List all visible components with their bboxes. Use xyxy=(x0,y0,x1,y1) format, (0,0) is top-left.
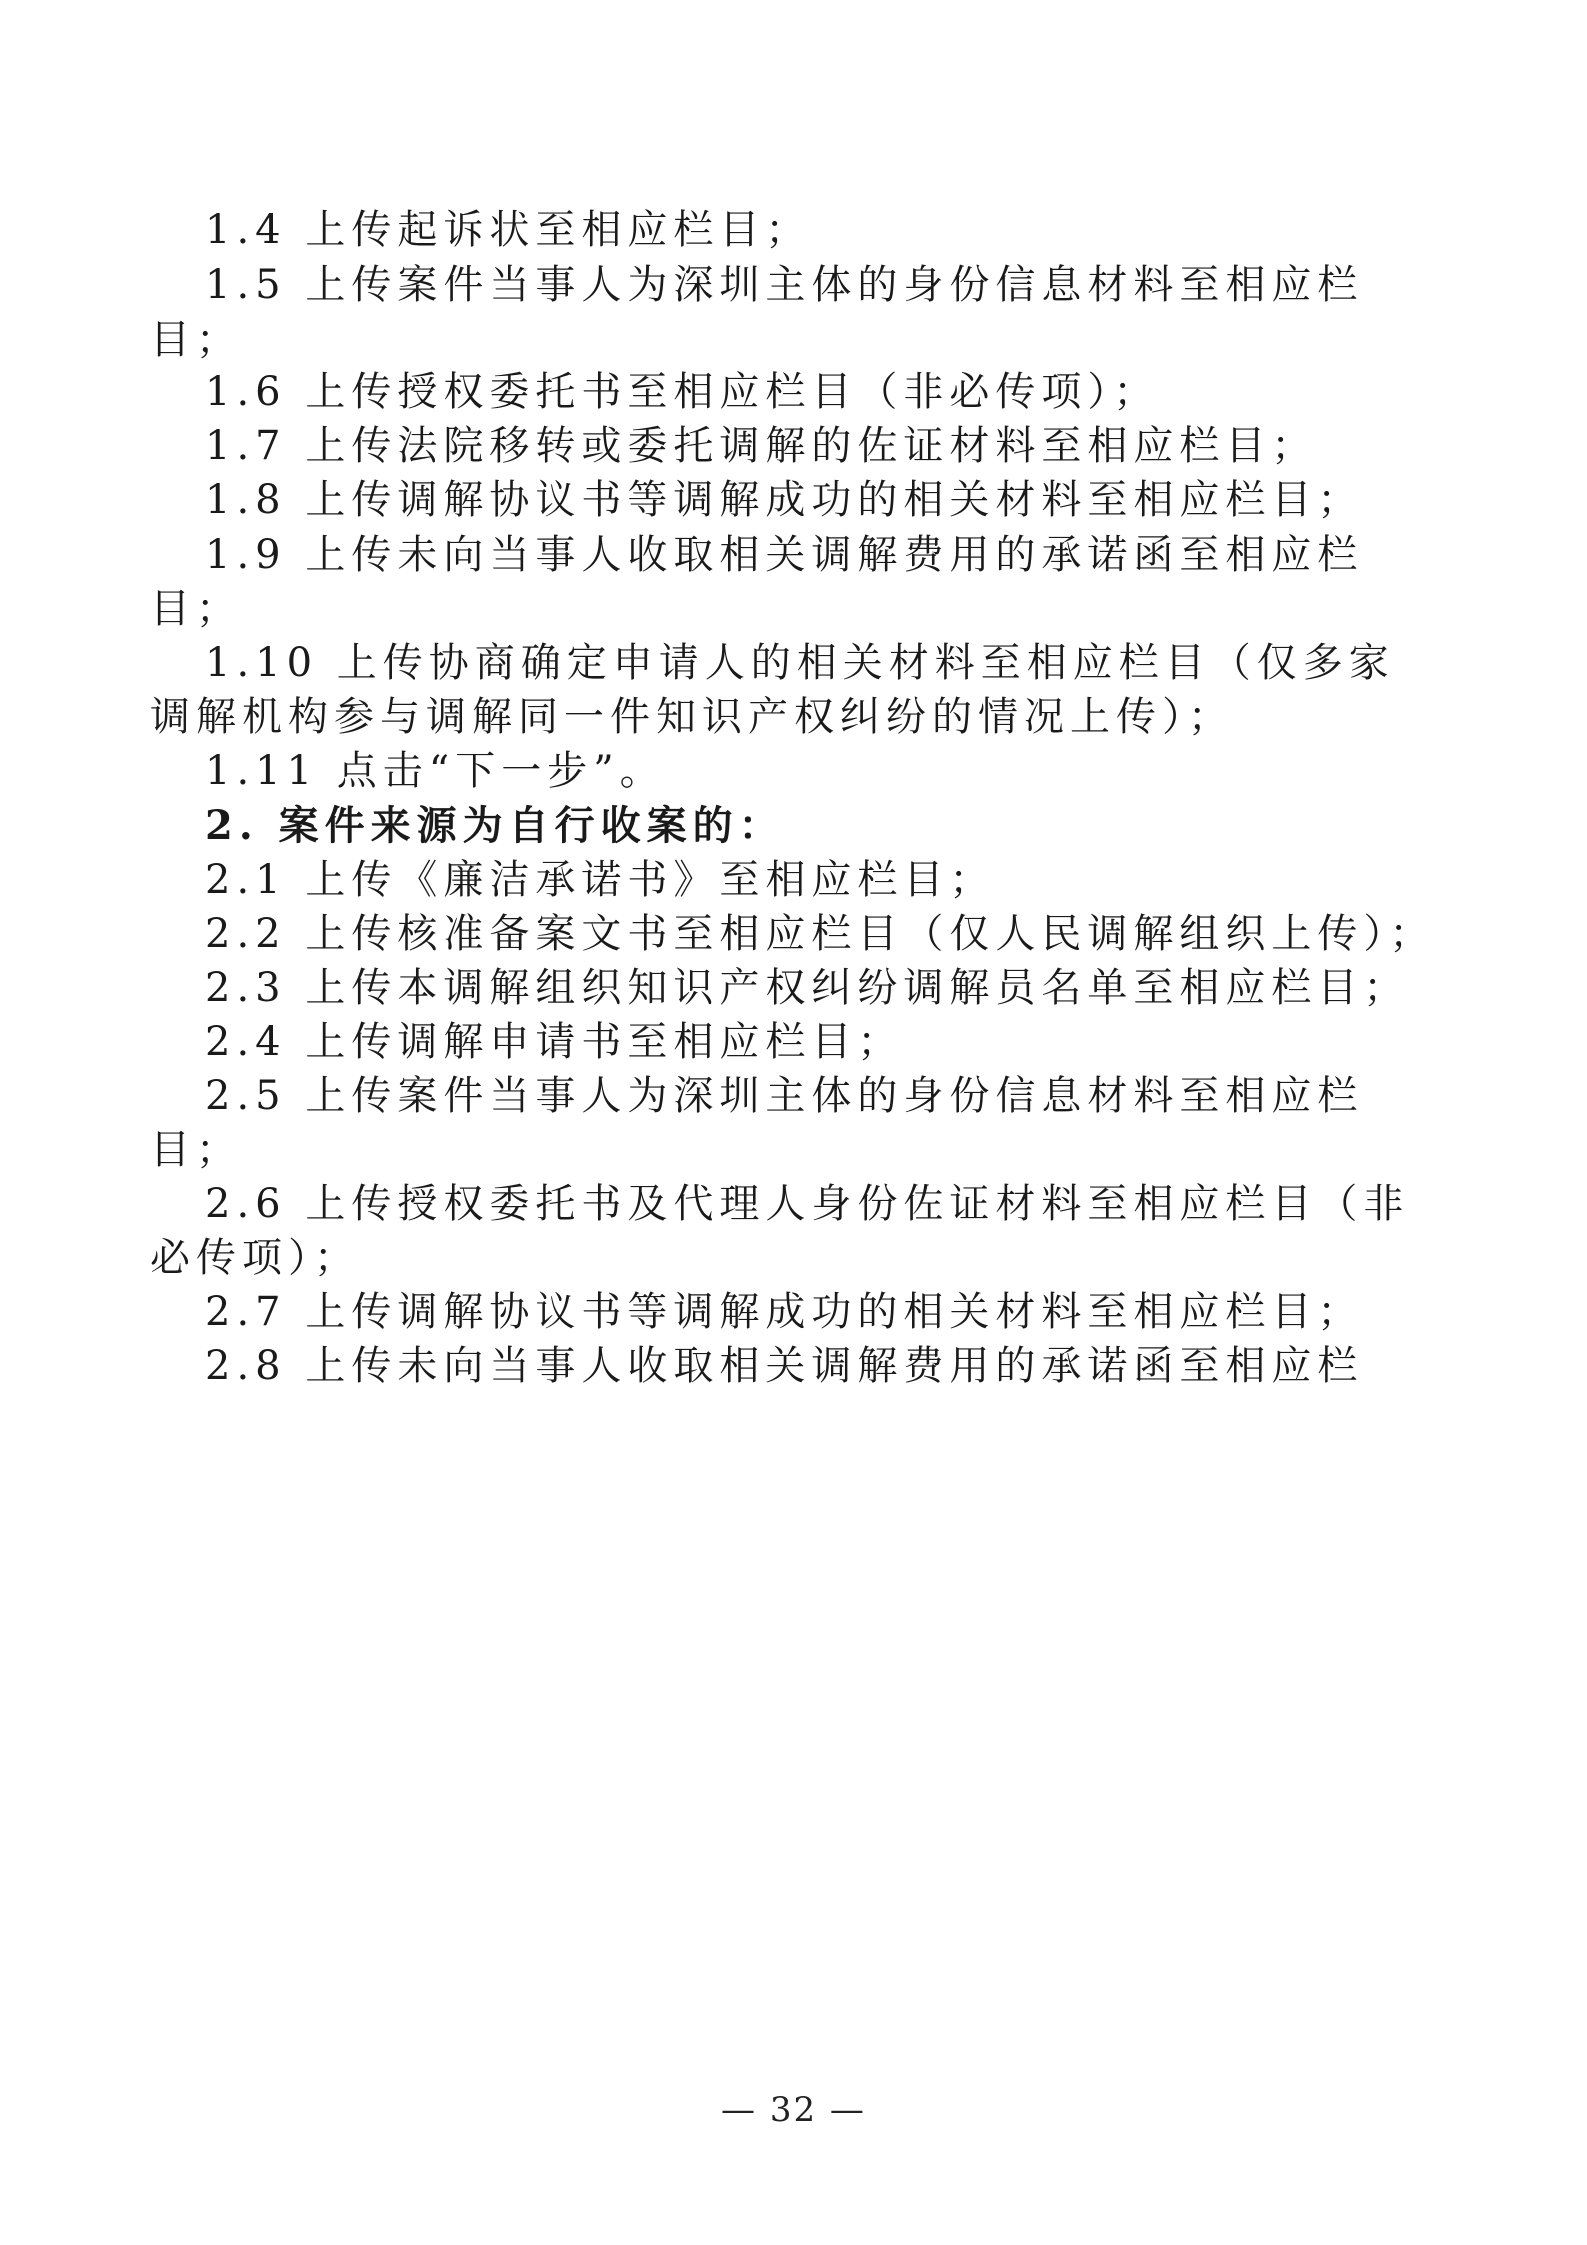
page-number: — 32 — xyxy=(721,2090,866,2130)
paragraph-2-4: 2.4 上传调解申请书至相应栏目； xyxy=(205,1019,904,1065)
paragraph-1-11: 1.11 点击“下一步”。 xyxy=(205,748,666,794)
paragraph-2-6-continued: 必传项）； xyxy=(150,1235,360,1281)
paragraph-1-7: 1.7 上传法院移转或委托调解的佐证材料至相应栏目； xyxy=(205,423,1318,469)
paragraph-1-8: 1.8 上传调解协议书等调解成功的相关材料至相应栏目； xyxy=(205,477,1364,523)
paragraph-2-1: 2.1 上传《廉洁承诺书》至相应栏目； xyxy=(205,857,996,903)
section-heading-2: 2. 案件来源为自行收案的： xyxy=(205,802,785,849)
paragraph-1-5: 1.5 上传案件当事人为深圳主体的身份信息材料至相应栏 xyxy=(205,262,1364,308)
paragraph-1-9: 1.9 上传未向当事人收取相关调解费用的承诺函至相应栏 xyxy=(205,532,1364,578)
paragraph-2-5: 2.5 上传案件当事人为深圳主体的身份信息材料至相应栏 xyxy=(205,1073,1364,1119)
paragraph-1-6: 1.6 上传授权委托书至相应栏目（非必传项）； xyxy=(205,369,1160,415)
paragraph-1-9-continued: 目； xyxy=(150,586,242,632)
paragraph-2-7: 2.7 上传调解协议书等调解成功的相关材料至相应栏目； xyxy=(205,1289,1364,1335)
paragraph-2-3: 2.3 上传本调解组织知识产权纠纷调解员名单至相应栏目； xyxy=(205,965,1410,1011)
paragraph-1-4: 1.4 上传起诉状至相应栏目； xyxy=(205,207,812,253)
paragraph-1-10: 1.10 上传协商确定申请人的相关材料至相应栏目（仅多家 xyxy=(205,640,1395,686)
paragraph-2-5-continued: 目； xyxy=(150,1127,242,1173)
paragraph-2-2: 2.2 上传核准备案文书至相应栏目（仅人民调解组织上传）； xyxy=(205,911,1436,957)
paragraph-1-10-continued: 调解机构参与调解同一件知识产权纠纷的情况上传）； xyxy=(150,694,1234,740)
paragraph-1-5-continued: 目； xyxy=(150,317,242,363)
paragraph-2-8: 2.8 上传未向当事人收取相关调解费用的承诺函至相应栏 xyxy=(205,1343,1364,1389)
paragraph-2-6: 2.6 上传授权委托书及代理人身份佐证材料至相应栏目（非 xyxy=(205,1181,1410,1227)
